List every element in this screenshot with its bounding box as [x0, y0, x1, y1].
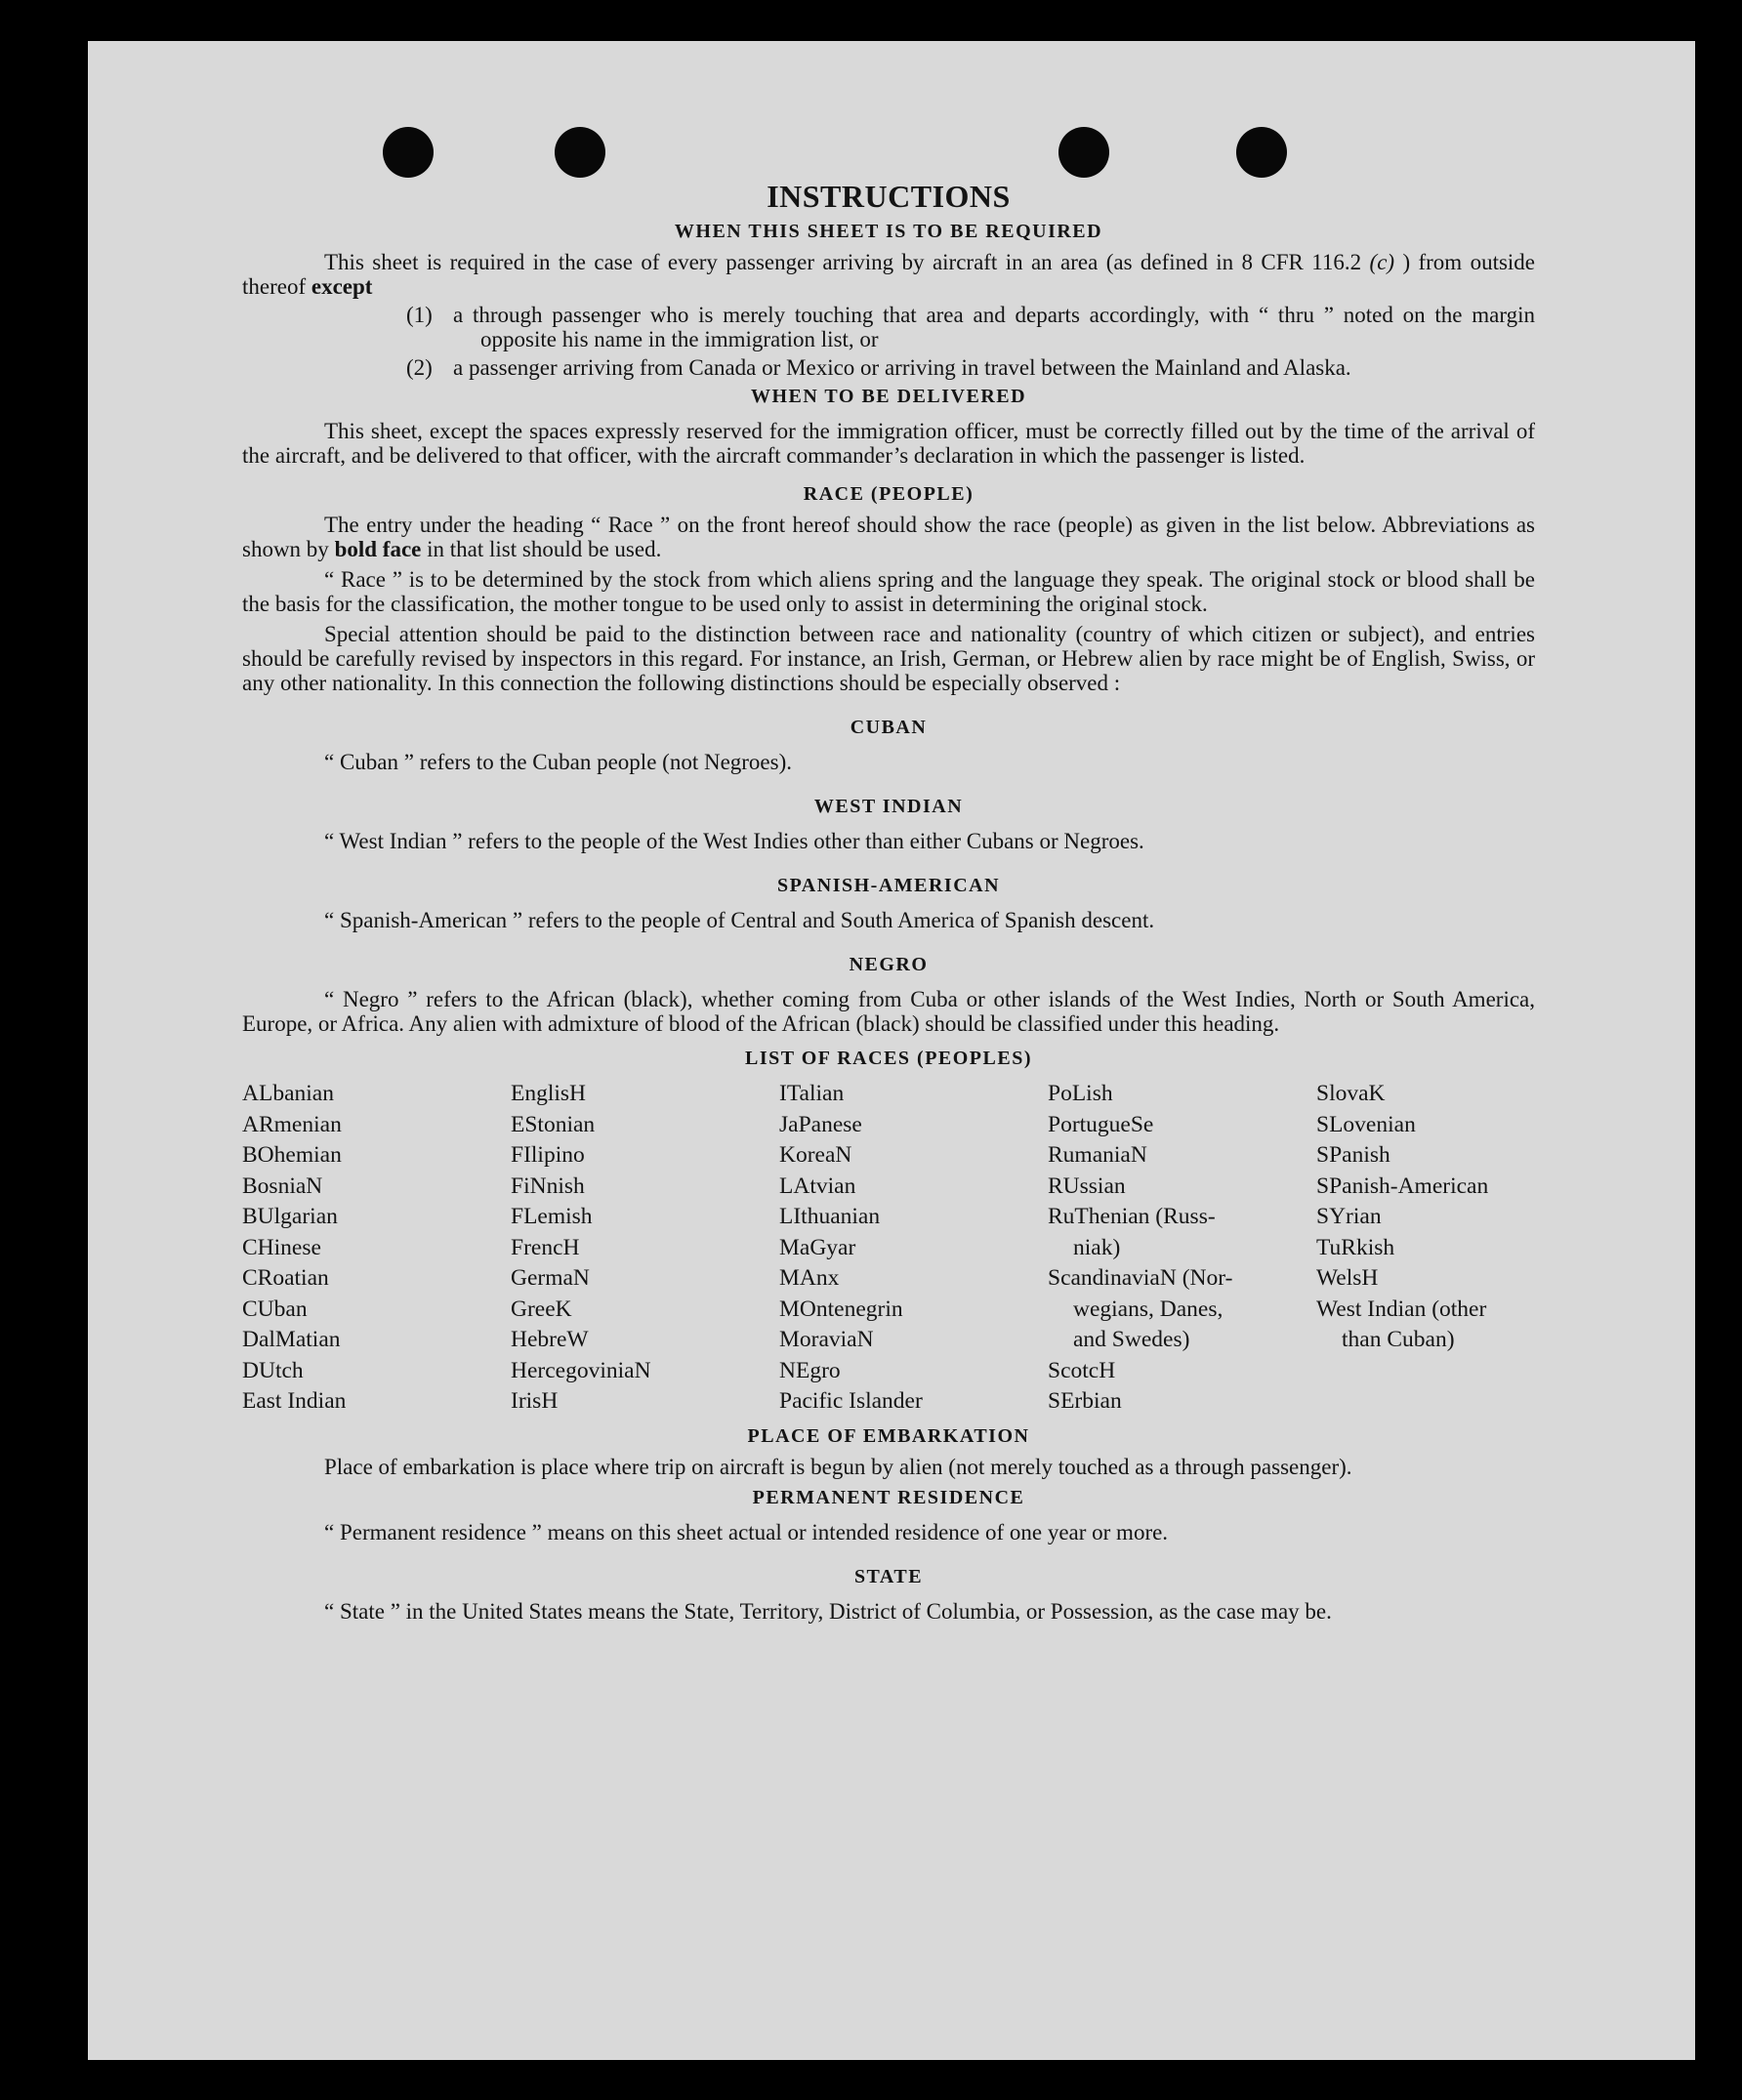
when-required-intro: This sheet is required in the case of every passenger arriving by aircraft in an area (as defined in 8 CFR 116.2 (c) ) from outside thereof except [242, 250, 1536, 299]
race-entry: Pacific Islander [779, 1388, 923, 1414]
punch-hole [383, 127, 434, 178]
race-entry: MoraviaN [779, 1327, 874, 1352]
race-list [242, 1079, 1535, 1418]
race-entry: HebreW [511, 1327, 589, 1352]
race-entry: EStonian [511, 1111, 596, 1137]
race-entry: SlovaK [1316, 1081, 1386, 1106]
race-entry: ScotcH [1048, 1357, 1116, 1383]
race-entry: FiNnish [511, 1173, 585, 1199]
race-entry: RuThenian (Russ- [1048, 1204, 1216, 1229]
race-entry: ALbanian [242, 1081, 334, 1106]
when-delivered-text: This sheet, except the spaces expressly reserved for the immigration officer, must be correctly filled out by the time of the arrival of the aircraft, and be delivered to that officer, with the aircraft commander’s declaration in which the passenger is listed. [242, 419, 1535, 468]
race-entry: LAtvian [779, 1173, 856, 1199]
race-entry: IrisH [511, 1388, 559, 1414]
race-column-4 [1048, 1079, 1316, 1418]
embarkation-text: Place of embarkation is place where trip on aircraft is begun by alien (not merely touched as a through passenger). [324, 1454, 1352, 1479]
race-entry: CRoatian [242, 1265, 329, 1291]
race-entry: MaGyar [779, 1234, 856, 1260]
race-entry: PortugueSe [1048, 1111, 1154, 1137]
race-entry: TuRkish [1316, 1234, 1395, 1260]
residence-text: “ Permanent residence ” means on this sheet actual or intended residence of one year or more. [324, 1519, 1169, 1544]
race-entry: MOntenegrin [779, 1296, 903, 1322]
race-entry: SPanish-American [1316, 1173, 1489, 1199]
race-column-2 [511, 1079, 779, 1418]
spanish-american-text: “ Spanish-American ” refers to the people of Central and South America of Spanish descent. [324, 908, 1155, 932]
race-entry: ScandinaviaN (Nor- [1048, 1265, 1233, 1291]
race-entry: ITalian [779, 1081, 845, 1106]
race-entry: RumaniaN [1048, 1142, 1147, 1168]
punch-hole [555, 127, 605, 178]
race-column-1 [242, 1079, 511, 1418]
race-entry: MAnx [779, 1265, 840, 1291]
exception-item-2: (2) a passenger arriving from Canada or Mexico or arriving in travel between the Mainland and Alaska. [406, 355, 1351, 380]
west-indian-text: “ West Indian ” refers to the people of the West Indies other than either Cubans or Negroes. [324, 829, 1144, 853]
race-paragraph-2: “ Race ” is to be determined by the stock from which aliens spring and the language they speak. The original stock or blood shall be the basis for the classification, the mother tongue to be used only to assist in determining the original stock. [242, 567, 1535, 616]
heading-state: STATE [853, 1565, 924, 1587]
race-entry: DUtch [242, 1357, 304, 1383]
heading-when-required: WHEN THIS SHEET IS TO BE REQUIRED [674, 221, 1103, 242]
race-column-3 [779, 1079, 1048, 1418]
heading-cuban: CUBAN [850, 717, 928, 738]
race-entry: LIthuanian [779, 1204, 881, 1229]
race-entry: BosniaN [242, 1173, 323, 1199]
race-entry: NEgro [779, 1357, 841, 1383]
race-entry: CHinese [242, 1234, 321, 1260]
race-entry: DalMatian [242, 1327, 341, 1352]
heading-spanish-american: SPANISH-AMERICAN [776, 875, 1001, 896]
exception-item-1: (1) a through passenger who is merely touching that area and departs accordingly, with “ thru ” noted on the margin opposite his name in the immigration list, or [406, 303, 1535, 351]
heading-negro: NEGRO [849, 954, 929, 975]
race-entry-continued: and Swedes) [1073, 1327, 1190, 1352]
race-entry: East Indian [242, 1388, 347, 1414]
race-entry: GermaN [511, 1265, 590, 1291]
punch-hole [1058, 127, 1109, 178]
race-entry: WelsH [1316, 1265, 1379, 1291]
race-entry-continued: than Cuban) [1342, 1327, 1455, 1352]
heading-list-of-races: LIST OF RACES (PEOPLES) [744, 1048, 1032, 1069]
race-entry: FLemish [511, 1204, 593, 1229]
cuban-text: “ Cuban ” refers to the Cuban people (not Negroes). [324, 750, 793, 774]
race-entry: SErbian [1048, 1388, 1122, 1414]
race-entry: FrencH [511, 1234, 580, 1260]
race-entry-continued: wegians, Danes, [1073, 1296, 1224, 1322]
heading-race: RACE (PEOPLE) [803, 483, 975, 505]
heading-when-delivered: WHEN TO BE DELIVERED [750, 386, 1027, 407]
race-entry: GreeK [511, 1296, 572, 1322]
race-entry: CUban [242, 1296, 308, 1322]
race-entry: ARmenian [242, 1111, 342, 1137]
race-paragraph-3: Special attention should be paid to the distinction between race and nationality (country of which citizen or subject), and entries should be carefully revised by inspectors in this regard. For instance, an Irish, German, or Hebrew alien by race might be of English, Swiss, or any other nationality. In this connection the following distinctions should be especially observed : [242, 622, 1535, 695]
race-entry: West Indian (other [1316, 1296, 1487, 1322]
page-title: INSTRUCTIONS [767, 179, 1011, 214]
state-text: “ State ” in the United States means the State, Territory, District of Columbia, or Possession, as the case may be. [324, 1598, 1332, 1624]
race-entry: KoreaN [779, 1142, 852, 1168]
race-entry: SLovenian [1316, 1111, 1416, 1137]
race-entry: FIlipino [511, 1142, 585, 1168]
race-entry: HercegoviniaN [511, 1357, 651, 1383]
heading-west-indian: WEST INDIAN [813, 796, 964, 817]
heading-place-of-embarkation: PLACE OF EMBARKATION [747, 1424, 1030, 1447]
race-entry: BUlgarian [242, 1204, 338, 1229]
race-entry: PoLish [1048, 1081, 1113, 1106]
heading-permanent-residence: PERMANENT RESIDENCE [752, 1486, 1025, 1508]
race-entry: BOhemian [242, 1142, 342, 1168]
race-entry-continued: niak) [1073, 1234, 1121, 1260]
race-column-5 [1316, 1079, 1585, 1418]
race-entry: SYrian [1316, 1204, 1382, 1229]
race-entry: SPanish [1316, 1142, 1390, 1168]
race-entry: RUssian [1048, 1173, 1126, 1199]
race-paragraph-1: The entry under the heading “ Race ” on the front hereof should show the race (people) as given in the list below. Abbreviations as shown by bold face in that list should be used. [242, 513, 1535, 561]
negro-text: “ Negro ” refers to the African (black), whether coming from Cuba or other islands of the West Indies, North or South America, Europe, or Africa. Any alien with admixture of blood of the African (black) should be classified under this heading. [242, 987, 1535, 1036]
race-entry: JaPanese [779, 1111, 862, 1137]
punch-hole [1236, 127, 1287, 178]
instructions-content [242, 178, 1535, 1624]
race-entry: EnglisH [511, 1081, 587, 1106]
